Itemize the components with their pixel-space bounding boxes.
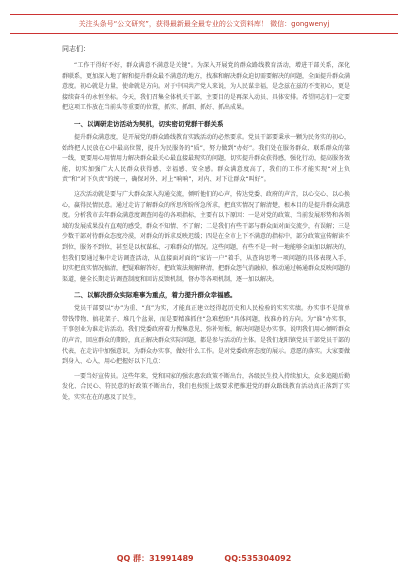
footer-contact <box>0 553 408 564</box>
section-2-paragraph-1: 党员干部要以“办”为重、“真”为实，才能真正建立经得起历史和人民检验的实实实绩。办实事不是简单带钱带物、搞花架子、堆几个盆景，而是要精准抓住“急难愁盼”具体问题，找准办的方向。为“谁”办实事，干事创业为谁走访活动。我们党委政府着力搜集意见、弥补短板，解决问题是办实事。说明我们用心倾听群众的声音，回应群众的期盼，真正解决群众实际问题，都是参与活动的主体。是我们龙阳镇党员干部党员干部的代表，在走访中加强意识，为群众办实事，做好什么工作。是对党委政府态度的展示。意愿的落实。大家要做到身入、心入，用心把握好以下几点： <box>62 305 350 366</box>
section-heading-1: 一、以调研走访活动为契机，切实密切党群干群关系 <box>74 119 224 128</box>
intro-paragraph: “工作干得好不好，群众满意不满意是关键”。为深入开展党的群众路线教育活动，增进干部关系，深化群联系，更加深入地了解和提升群众最不满意的地方，找准和解决群众迫切需要解决的问题，全面提升群众满意度。初心就是力量，使命就是方向。对于中国共产党人来说，为人民谋幸福，是念兹在兹的不变初心，更是接续奋斗的永恒坐标。今天，我们召集全体机关干部，主要目的是再深入动员、具体安排。希望同志们一定要把这项工作放在当前头等重要的位置，抓实、抓细、抓好、抓出成果。 <box>62 62 350 112</box>
header-banner: 关注头条号“公文研究”，获得最新最全最专业的公文资料库！ 微信：gongwenyj <box>10 14 398 34</box>
qq-number: QQ:535304092 <box>224 554 292 563</box>
greeting: 同志们： <box>62 45 90 53</box>
section-3-paragraph-1: 一要当好宣传员。这些年来，党和国家的强农惠农政策不断出台，各级民生投入持续加大，众多追随后勤发化、合民心、符民意的好政策不断出台，我们也按照上级要求把推进党的群众路线教育活动真正落到了实处，实实在在的惠及了民生， <box>62 372 350 402</box>
document-body <box>62 44 350 544</box>
section-1-paragraph-1: 提升群众满意度，是开展党的群众路线教育实践活动的必然要求。党员干部要秉承一颗为民务实的初心，始终把人民放在心中最高位置，提升为民服务的“质”，努力做到“办好”。我们处在服务群众、联系群众的第一线，更要用心用情用力解决群众最关心最直接最现实的问题，切实提升群众获得感，强化行动，提高服务效能，切实加强广大人民群众获得感、幸福感、安全感。群众满意度高了，我们的工作才能实现“对上负责”和“对下负责”的统一，确保对外、对上“响响”，对内、对下让群众“叫好”。 <box>62 133 350 184</box>
section-heading-2: 二、以解决群众实际难事为重点，着力提升群众幸福感。 <box>74 291 237 300</box>
section-1-paragraph-2: 这次活动就是要与广大群众深入沟通交流，倾听他们的心声，传达党委、政府的声音，以心交心、以心换心，赢得民情民意。通过走访了解群众的所思所盼所急所求，把真实情况了解清楚，根本目的是提升群众满意度。分析我市去年群众满意度调查问卷的各项指标，主要有以下原因：一是对党的政策、当前发展形势和各领域的发展成果没有直观的感受，群众不知情、不了解；二是我们有些干部与群众面对面交流少，有误解；三是少数干部对待群众态度冷漠，对群众的诉求反映迟缓；四是在全市上下不满意的指标中，部分政策宣传解读不到位，服务不到位，甚至是以权谋私、刁难群众的情况。这些问题，有些不是一时一地能够全面加以解决的，但我们要通过集中走访调查活动，从直接面对面的“家访一户”着手，从查询思考一项问题的具体表现入手，切实把真实情况搞清，把疑难解答好，把政策法规解释清，把群众怨气消融掉，推动通过畅通群众反映问题的渠道，健全长期走访调查制度和回访反馈机制，督办等各项机制，逐一加以解决。 <box>62 190 350 283</box>
qq-group: QQ 群：31991489 <box>116 554 194 563</box>
